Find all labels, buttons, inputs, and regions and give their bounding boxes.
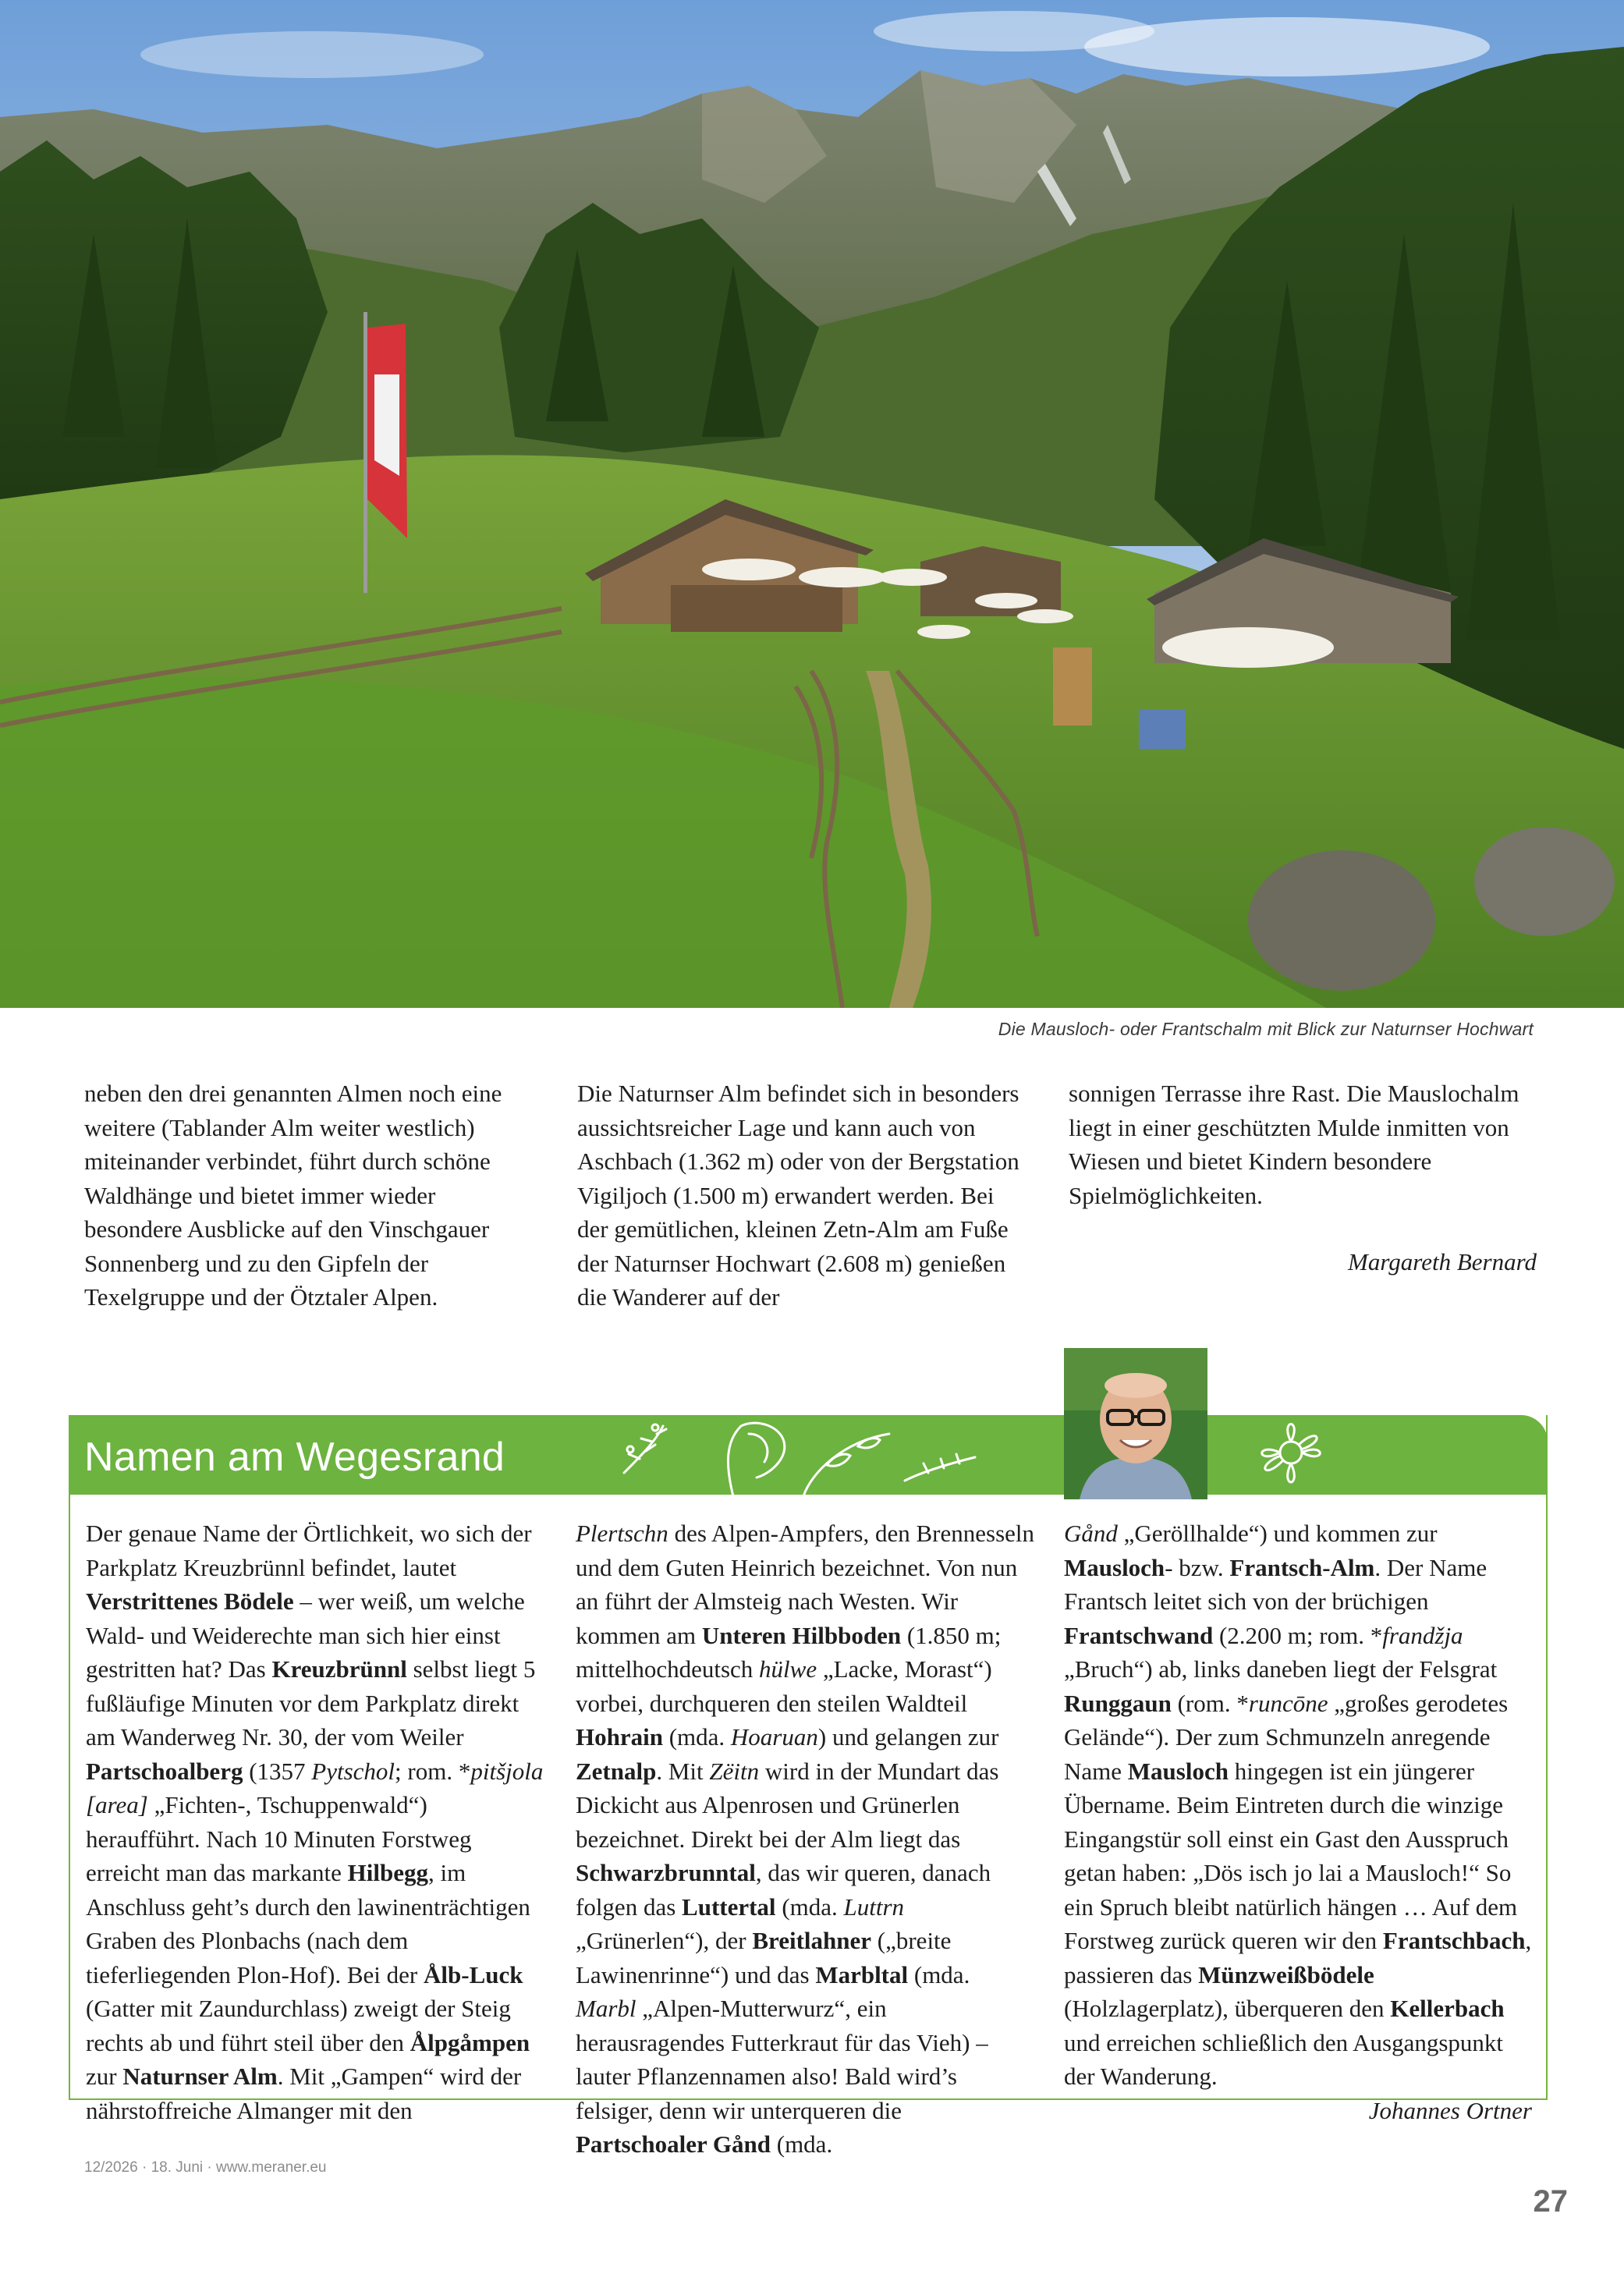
text-run: (1.850 m; mittelhochdeutsch — [576, 1621, 1002, 1683]
place-name: Ålpgåmpen — [410, 2028, 530, 2056]
dialect-term: Luttrn — [843, 1893, 905, 1921]
text-run: „Geröllhalde“) und kommen zur — [1117, 1520, 1438, 1547]
text-run: „Bruch“) ab, links daneben liegt der Felsgrat — [1064, 1655, 1498, 1683]
article-column-2 — [577, 1077, 1030, 1314]
floral-decoration-icon — [608, 1410, 1014, 1499]
dialect-term: Pytschol — [311, 1757, 395, 1785]
names-text — [576, 1517, 1036, 2162]
place-name: Frantsch-Alm — [1229, 1553, 1375, 1581]
text-run: - bzw. — [1165, 1553, 1230, 1581]
text-run: (rom. * — [1171, 1689, 1249, 1717]
text-run: zur — [86, 2063, 123, 2090]
text-run: „Grünerlen“), der — [576, 1927, 753, 1954]
text-run: ) und gelangen zur — [817, 1723, 999, 1751]
text-run: , das wir queren, danach folgen das — [576, 1859, 991, 1921]
text-run: (mda. — [662, 1723, 731, 1751]
dialect-term: runcōne — [1248, 1689, 1328, 1717]
text-run: Der genaue Name der Örtlichkeit, wo sich der Parkplatz Kreuzbrünnl befindet, lautet — [86, 1520, 532, 1581]
dialect-term: Marbl — [576, 1995, 636, 2022]
place-name: Schwarzbrunntal — [576, 1859, 756, 1886]
place-name: Kreuzbrünnl — [271, 1655, 407, 1683]
text-run: des Alpen-Ampfers, den Brennesseln und dem Guten Heinrich bezeichnet. Von nun an führt der Almsteig nach Westen. Wir kommen am — [576, 1520, 1035, 1649]
text-run: „großes gerodetes Gelände“). Der zum Schmunzeln anregende Name — [1064, 1689, 1509, 1785]
photo-caption: Die Mausloch- oder Frantschalm mit Blick zur Naturnser Hochwart — [998, 1019, 1534, 1039]
article-text: neben den drei genannten Almen noch eine weitere (Tablander Alm weiter westlich) miteinander verbindet, führt durch schöne Waldhänge und bietet immer wieder besondere Ausblicke auf den Vinschgauer Sonnenberg und zu den Gipfeln der Texelgruppe und der Ötztaler Alpen. — [84, 1080, 502, 1311]
text-run: wird in der Mundart das Dickicht aus Alpenrosen und Grünerlen bezeichnet. Direkt bei der Alm liegt das — [576, 1757, 999, 1853]
dialect-term: Zëitn — [709, 1757, 760, 1785]
text-run: , im Anschluss geht’s durch den lawinenträchtigen Graben des Plonbachs (nach dem tieferliegenden Plon-Hof). Bei der — [86, 1859, 530, 1988]
dialect-term: frandžja — [1382, 1621, 1463, 1649]
article-text: sonnigen Terrasse ihre Rast. Die Mauslochalm liegt in einer geschützten Mulde inmitten von Wiesen und bietet Kindern besondere Spielmöglichkeiten. — [1069, 1080, 1519, 1209]
author-portrait — [1064, 1348, 1207, 1499]
place-name: Luttertal — [682, 1893, 776, 1921]
place-name: Frantschbach — [1382, 1927, 1526, 1954]
names-column-1 — [86, 1517, 548, 2127]
place-name: Partschoaler Gånd — [576, 2130, 771, 2158]
names-column-3 — [1064, 1517, 1532, 2127]
text-run: (Gatter mit Zaundurchlass) zweigt der Steig rechts ab und führt steil über den — [86, 1995, 511, 2056]
place-name: Hohrain — [576, 1723, 663, 1751]
place-name: Unteren Hilbboden — [701, 1621, 902, 1649]
text-run: (mda. — [908, 1960, 970, 1988]
text-run: . Mit „Gampen“ wird der nährstoffreiche Almanger mit den — [86, 2063, 522, 2124]
text-run: („breite Lawinenrinne“) und das — [576, 1927, 952, 1988]
text-run: . Mit — [656, 1757, 710, 1785]
text-run: und erreichen schließlich den Ausgangspunkt der Wanderung. — [1064, 2028, 1504, 2090]
text-run: (2.200 m; rom. * — [1213, 1621, 1383, 1649]
place-name: Mausloch — [1127, 1757, 1229, 1785]
place-name: Kellerbach — [1390, 1995, 1505, 2022]
text-run: selbst liegt 5 fußläufige Minuten vor dem Parkplatz direkt am Wanderweg Nr. 30, der vom Weiler — [86, 1655, 536, 1751]
dialect-term: Plertschn — [576, 1520, 668, 1547]
place-name: Verstrittenes Bödele — [86, 1587, 294, 1615]
dialect-term: pitšjola [area] — [86, 1757, 544, 1818]
place-name: Runggaun — [1064, 1689, 1172, 1717]
text-run: (Holzlagerplatz), überqueren den — [1064, 1995, 1391, 2022]
place-name: Partschoalberg — [86, 1757, 243, 1785]
place-name: Ålb-Luck — [424, 1960, 523, 1988]
article-column-3 — [1069, 1077, 1537, 1279]
hero-photo — [0, 0, 1624, 1008]
text-run: – wer weiß, um welche Wald- und Weiderechte man sich hier einst gestritten hat? Das — [86, 1587, 525, 1683]
text-run: (1357 — [243, 1757, 312, 1785]
place-name: Mausloch — [1064, 1553, 1165, 1581]
place-name: Naturnser Alm — [122, 2063, 278, 2090]
text-run: . Der Name Frantsch leitet sich von der brüchigen — [1064, 1553, 1487, 1615]
section-title: Namen am Wegesrand — [84, 1435, 505, 1480]
flower-icon — [1248, 1410, 1334, 1499]
page-number: 27 — [1533, 2184, 1568, 2219]
author-signature: Johannes Ortner — [1368, 2096, 1532, 2124]
text-run: „Alpen-Mutterwurz“, ein herausragendes Futterkraut für das Vieh) – lauter Pflanzennamen also! Bald wird’s felsiger, denn wir unterqueren die — [576, 1995, 988, 2124]
text-run: „Fichten-, Tschuppenwald“) heraufführt. Nach 10 Minuten Forstweg erreicht man das markante — [86, 1791, 472, 1886]
place-name: Münzweißbödele — [1198, 1960, 1374, 1988]
issue-footer: 12/2026 · 18. Juni · www.meraner.eu — [84, 2159, 327, 2176]
place-name: Frantschwand — [1064, 1621, 1214, 1649]
place-name: Breitlahner — [752, 1927, 872, 1954]
article-text: Die Naturnser Alm befindet sich in besonders aussichtsreicher Lage und kann auch von Aschbach (1.362 m) oder von der Bergstation Vigiljoch (1.500 m) erwandert werden. Bei der gemütlichen, kleinen Zetn-Alm am Fuße der Naturnser Hochwart (2.608 m) genießen die Wanderer auf der — [577, 1080, 1019, 1311]
text-run: , passieren das — [1064, 1927, 1532, 1988]
dialect-term: Gånd — [1064, 1520, 1118, 1547]
text-run: (mda. — [771, 2130, 833, 2158]
dialect-term: hülwe — [759, 1655, 817, 1683]
place-name: Marbltal — [815, 1960, 909, 1988]
article-column-1 — [84, 1077, 521, 1314]
names-column-2 — [576, 1517, 1036, 2162]
dialect-term: Hoaruan — [730, 1723, 818, 1751]
place-name: Hilbegg — [347, 1859, 429, 1886]
text-run: hingegen ist ein jüngerer Übername. Beim Eintreten durch die winzige Eingangstür soll einst ein Gast den Ausspruch getan haben: „Dös isch jo lai a Mausloch!“ So ein Spruch bleibt natürlich hängen … Auf dem Forstweg zurück queren wir den — [1064, 1757, 1518, 1954]
alpine-meadow-image — [0, 0, 1624, 1008]
place-name: Zetnalp — [576, 1757, 657, 1785]
text-run: ; rom. * — [395, 1757, 471, 1785]
text-run: „Lacke, Morast“) vorbei, durchqueren den steilen Waldteil — [576, 1655, 992, 1717]
text-run: (mda. — [775, 1893, 844, 1921]
names-text — [86, 1517, 548, 2127]
author-signature: Margareth Bernard — [1348, 1248, 1537, 1275]
names-text — [1064, 1517, 1532, 2094]
